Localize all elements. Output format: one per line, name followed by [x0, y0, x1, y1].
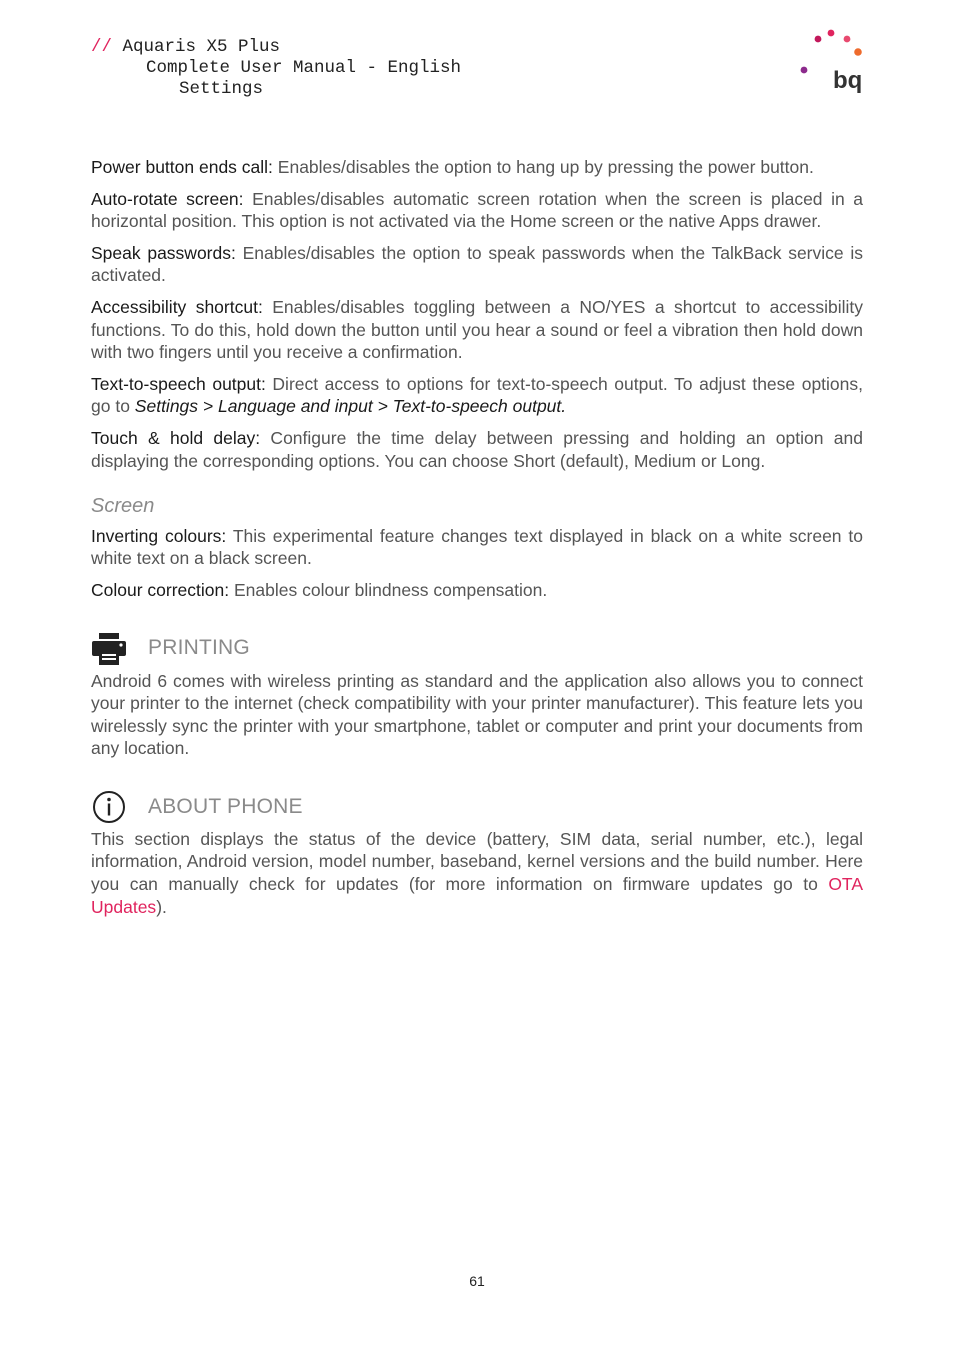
- header-line-section: Settings: [179, 79, 264, 99]
- page-number: 61: [469, 1273, 485, 1289]
- main-content: [91, 156, 863, 927]
- printer-icon: [91, 632, 127, 666]
- printing-title: PRINTING: [148, 636, 250, 660]
- ota-updates-link[interactable]: OTA Updates: [91, 874, 863, 917]
- header-line-manual: Complete User Manual - English: [146, 58, 462, 78]
- header-line-product: // Aquaris X5 Plus: [91, 37, 281, 57]
- logo-text: bq: [833, 67, 863, 94]
- header-slash: //: [91, 37, 113, 57]
- item-auto-rotate: Auto-rotate screen: Enables/disables automatic screen rotation when the screen is placed in a horizontal position. This option is not activated via the Home screen or the native Apps drawer.: [91, 188, 864, 232]
- item-accessibility-shortcut: Accessibility shortcut: Enables/disables toggling between a NO/YES a shortcut to accessibility functions. To do this, hold down the button until you hear a sound or feel a vibration then hold down with two fingers until you receive a confirmation.: [91, 296, 863, 363]
- item-inverting-colours: Inverting colours: This experimental feature changes text displayed in black on a white screen to white text on a black screen.: [91, 525, 864, 569]
- about-section-header: [91, 790, 863, 824]
- bq-logo: [796, 26, 866, 96]
- about-description: This section displays the status of the device (battery, SIM data, serial number, etc.), legal information, Android version, model number, baseband, kernel versions and the build number. Here you can manually check for updates (for more information on firmware updates go to OTA Updates).: [91, 828, 863, 917]
- item-speak-passwords: Speak passwords: Enables/disables the option to speak passwords when the TalkBack service is activated.: [91, 242, 863, 286]
- printing-section-header: [91, 632, 863, 666]
- item-tts-output: Text-to-speech output: Direct access to options for text-to-speech output. To adjust these options, go to Settings > Language and input > Text-to-speech output.: [91, 373, 864, 417]
- item-touch-hold-delay: Touch & hold delay: Configure the time delay between pressing and holding an option and displaying the corresponding options. You can choose Short (default), Medium or Long.: [91, 427, 863, 471]
- settings-path: Settings > Language and input > Text-to-speech output.: [134, 396, 567, 417]
- info-icon: [91, 790, 127, 824]
- document-header: [91, 37, 461, 100]
- screen-subheading: Screen: [91, 495, 155, 518]
- item-colour-correction: Colour correction: Enables colour blindness compensation.: [91, 579, 548, 600]
- item-power-button: Power button ends call: Enables/disables the option to hang up by pressing the power button.: [91, 157, 814, 177]
- printing-description: Android 6 comes with wireless printing as standard and the application also allows you to connect your printer to the internet (check compatibility with your printer manufacturer). This feature lets you wirelessly sync the printer with your smartphone, tablet or computer and print your documents from any location.: [91, 670, 863, 759]
- about-title: ABOUT PHONE: [148, 794, 303, 818]
